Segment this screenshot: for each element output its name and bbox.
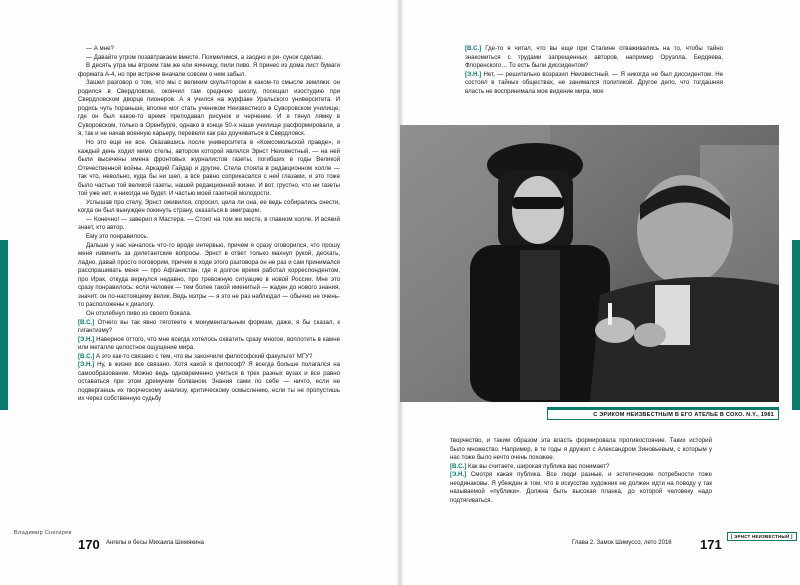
paragraph <box>450 437 712 463</box>
paragraph-text: Услышав про стелу, Эрнст оживился, спросил, цела ли она, ее ведь собирались снести, когда он был вынужден покинуть страну, оказаться в эмиграции. <box>78 198 340 215</box>
left-running-title: Ангелы и бесы Михаила Шемякина <box>106 540 205 546</box>
author-name: Владимир Снегирев <box>14 530 72 536</box>
photo-illustration <box>400 125 779 402</box>
paragraph <box>78 139 340 199</box>
speaker-tag: [В.С.] <box>78 318 95 326</box>
paragraph <box>78 336 340 353</box>
paragraph-text: — Давайте утром позавтракаем вместе. Похмелимся, а заодно и ри- сунок сделаю. <box>86 53 324 61</box>
paragraph-text: Дальше у нас началось что-то вроде интервью, причем я сразу оговорился, что прошу меня извинить за дилетантские вопросы. Эрнст в ответ только махнул рукой, дескать, ладно, давай просто поговорим, причем в ходе этого разговора он не раз и сам принимался расспрашивать меня — про Афганистан, где я долгое время работал корреспондентом, про Ирак, откуда вернулся недавно, про тревожную ситуацию в новой России. Мне это сразу понравилось: если человек — тем более такой именитый — жаден до нового знания, значит, он по-настоящему велик. Ведь мэтры — я это не раз наблюдал — обычно не очень-то расположены к диалогу. <box>78 241 340 309</box>
speaker-tag: [Э.Н.] <box>450 471 467 479</box>
right-top-text-column <box>465 45 723 96</box>
paragraph-text: — Конечно! — заверил я Мастера. — Стоит на том же месте, в главном холле. И всякий знает, кто автор. <box>78 215 340 232</box>
photo-two-men <box>400 125 779 402</box>
section-label: [ ЭРНСТ НЕИЗВЕСТНЫЙ ] <box>727 532 797 541</box>
paragraph <box>78 319 340 336</box>
paragraph-text: Отчего вы так явно тяготеете к монументальным формам, даже, я бы сказал, к гигантизму? <box>78 318 340 335</box>
paragraph <box>450 471 712 505</box>
paragraph <box>78 199 340 216</box>
paragraph <box>78 361 340 404</box>
paragraph <box>78 62 340 79</box>
paragraph <box>78 233 340 242</box>
paragraph <box>78 79 340 139</box>
right-running-title: Глава 2. Замок Шимуссо, лето 2016 <box>572 540 672 546</box>
paragraph <box>78 353 340 362</box>
paragraph-text: Но это еще не все. Оказавшись после университета в «Комсомольской правде», я каждый день ходил мимо стелы, автором которой являлся Эрнст Неизвестный, — на ней были высечены имена фронтовых журналистов газеты, погибших в годы Великой Отечественной войны. Аркадий Гайдар и другие. Стела стояла в редакционном холле — так что, невольно, куда бы ни шел, а все равно соприкасался с ней глазами, и это тоже было частью той великой газеты, нашей редакционной жизни. И вот, грустно, что ни газеты той уже нет, и никогда не будет. И частью моей газетной молодости. <box>78 139 340 198</box>
paragraph <box>78 54 340 63</box>
speaker-tag: [В.С.] <box>465 45 482 52</box>
paragraph <box>78 242 340 310</box>
paragraph <box>78 310 340 319</box>
right-page-number: 171 <box>700 537 722 552</box>
paragraph-text: Зашел разговор о том, что мы с великим скульптором в каком-то смысле земляки: он родился в Свердловске, окончил там среднюю школу, посещал изостудию при Свердловском дворце пионеров. А я учился на журфаке Уральского университета. И родись чуть пораньше, вполне мог стать учеником Неизвестного в Суворовском училище, где он был какое-то время преподавал рисунок и черчение. И я тянул лямку в Суворовском, только в Оренбурге, однако в конце 50-х наше училище расформировали, а я, так и не начав военную карьеру, перевели как раз доучиваться в Свердловск. <box>78 79 340 138</box>
paragraph <box>465 45 723 71</box>
paragraph-text: — А мне? <box>86 45 114 52</box>
speaker-tag: [Э.Н.] <box>78 335 95 343</box>
right-edge-tab <box>792 240 800 410</box>
paragraph-text: Ему это понравилось. <box>86 233 149 241</box>
paragraph-text: Наверное оттого, что мне всегда хотелось охватить сразу многое, воплотить в камне или металле целостное ощущение мира. <box>78 335 340 352</box>
paragraph <box>78 216 340 233</box>
left-edge-tab <box>0 240 8 410</box>
paragraph-text: Он отхлебнул пиво из своего бокала. <box>86 309 192 317</box>
speaker-tag: [Э.Н.] <box>78 361 95 369</box>
paragraph-text: Нет, — решительно возразил Неизвестный. — Я никогда не был диссидентом. Не состоял в тайных обществах, не занимался политикой. Другое дело, что тогдашняя власть не воспринимала мое видение мира, мое <box>465 70 723 95</box>
left-page-number: 170 <box>78 537 100 552</box>
speaker-tag: [В.С.] <box>450 462 467 470</box>
paragraph <box>78 45 340 54</box>
photo-caption: С ЭРИКОМ НЕИЗВЕСТНЫМ В ЕГО АТЕЛЬЕ В СОХО. N.Y., 1981 <box>547 409 779 420</box>
paragraph <box>465 71 723 97</box>
paragraph-text: В десять утра мы втроем там же ели яичницу, пили пиво. Я принес из дома лист бумаги формата А-4, но при встрече вначале совсем о нем забыл. <box>78 62 340 78</box>
paragraph-text: А это как-то связано с тем, что вы закончили философский факультет МГУ? <box>95 352 313 360</box>
speaker-tag: [В.С.] <box>78 352 95 360</box>
paragraph-text: Смотря какая публика. Все люди разные, и эстетические потребности тоже неодинаковы. Я убежден в том, что в искусстве художник не должен идти на поводу у так называемой «публики». Должна быть высокая планка, до которой человеку надо подтягиваться. <box>450 471 712 504</box>
speaker-tag: [Э.Н.] <box>465 70 482 78</box>
paragraph <box>450 463 712 472</box>
paragraph-text: Ну, в жизни все связано. Хотя какой я философ? Я всегда больше полагался на самообразование. Можно ведь одновременно учиться в трех разных вузах и все равно оставаться при этом дремучим болваном. Знания сами по себе — ничто, если не подвергаешь их творческому анализу, критическому осмыслению, если ты не пропустишь их через собственную судьбу <box>78 361 340 403</box>
paragraph-text: Где-то я читал, что вы еще при Сталине отваживались на то, чтобы тайно знакомиться с трудами запрещенных авторов, например Оруэлла, Бердяева, Флоренского… То есть были диссидентом? <box>465 45 723 70</box>
paragraph-text: Как вы считаете, широкая публика вас понимает? <box>467 462 610 470</box>
paragraph-text: творчество, и таким образом эта власть формировала противостояние. Таких историй было множество. Например, в те годы я дружил с Александром Зиновьевым, с которым у нас тоже было нечто очень похожее. <box>450 437 712 462</box>
left-text-column <box>78 45 340 404</box>
right-bottom-text-column <box>450 437 712 505</box>
